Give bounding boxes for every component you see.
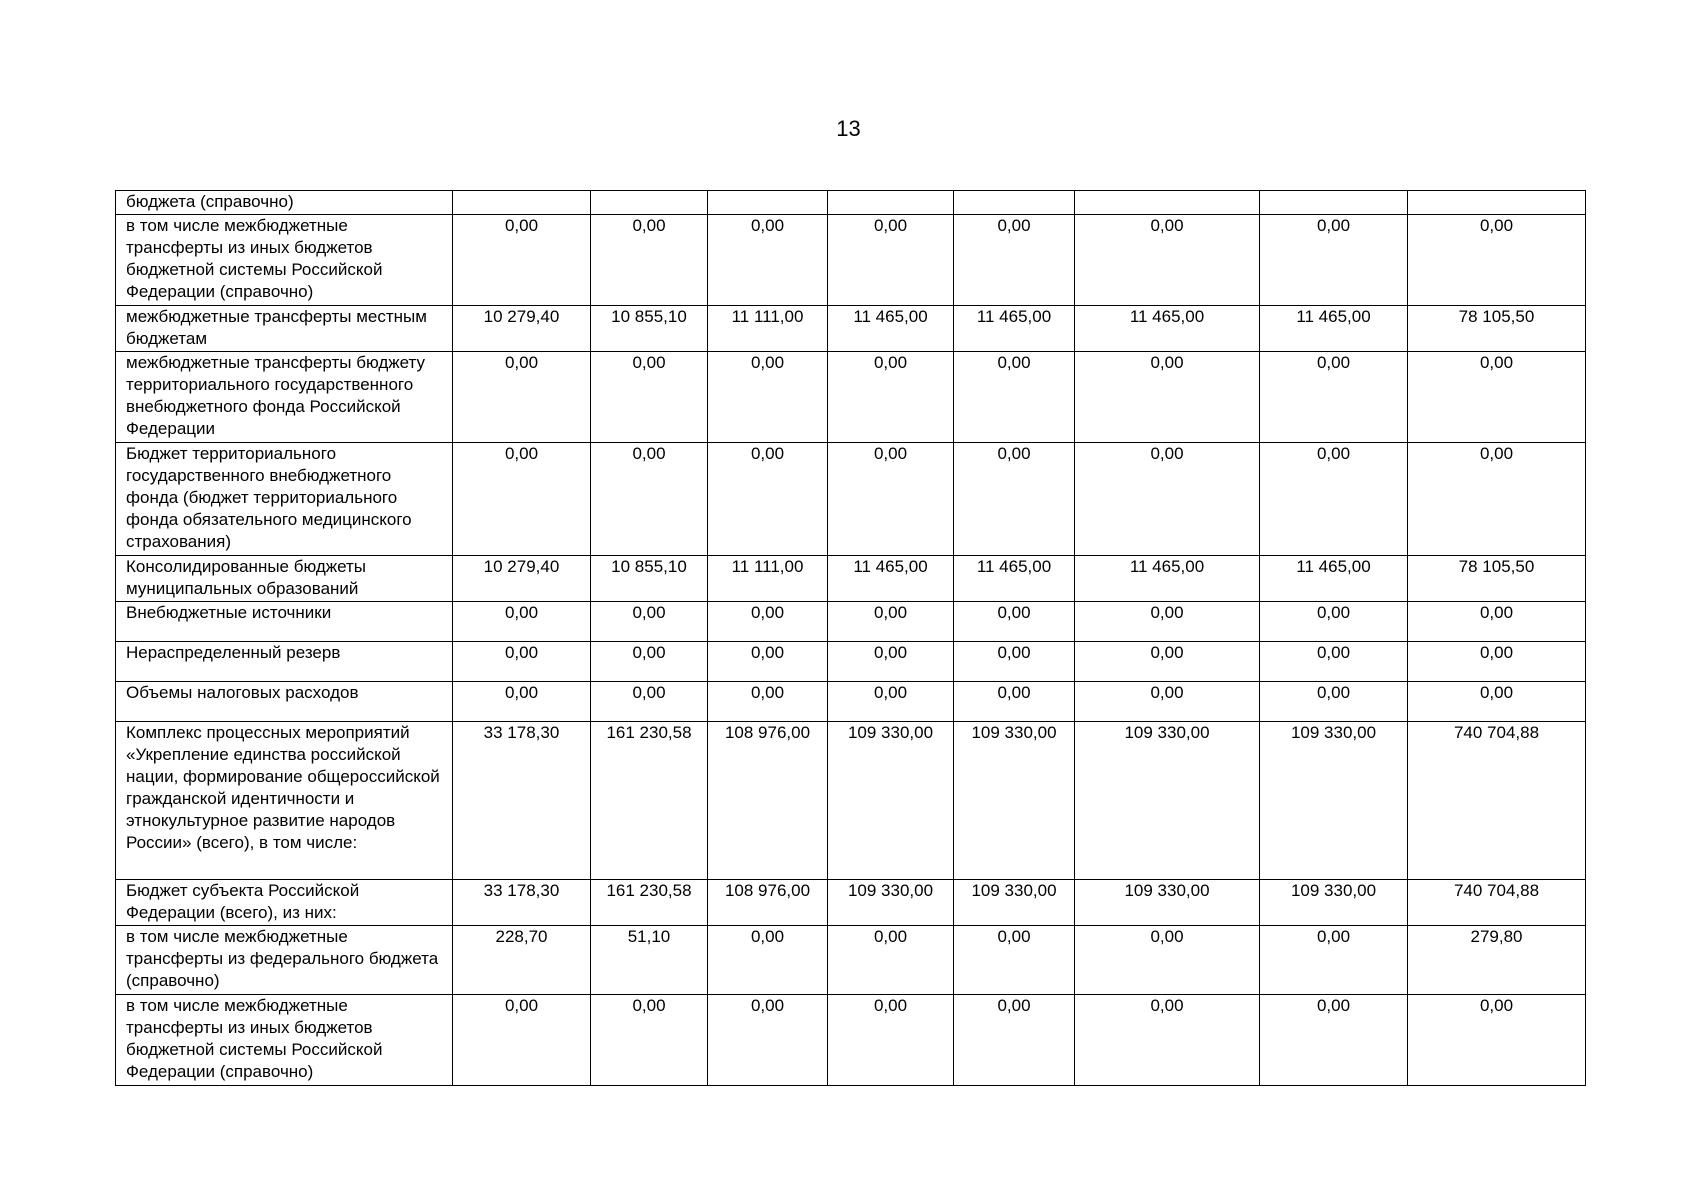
table-row (116, 352, 1586, 443)
cell-value: 0,00 (1260, 215, 1408, 306)
cell-value: 109 330,00 (1260, 722, 1408, 880)
cell-value: 0,00 (1075, 642, 1260, 682)
cell-value: 0,00 (1075, 926, 1260, 995)
cell-value: 10 279,40 (453, 556, 591, 602)
cell-value: 0,00 (1408, 352, 1586, 443)
cell-value: 228,70 (453, 926, 591, 995)
row-label: Нераспределенный резерв (116, 642, 453, 682)
table-row (116, 880, 1586, 926)
cell-value: 33 178,30 (453, 880, 591, 926)
cell-value (453, 191, 591, 215)
cell-value: 0,00 (954, 682, 1075, 722)
row-label: в том числе межбюджетные трансферты из иных бюджетов бюджетной системы Российской Федерации (справочно) (116, 995, 453, 1086)
table-row (116, 602, 1586, 642)
cell-value: 0,00 (828, 926, 954, 995)
cell-value: 0,00 (453, 352, 591, 443)
cell-value: 161 230,58 (591, 880, 708, 926)
cell-value: 0,00 (453, 215, 591, 306)
cell-value: 0,00 (453, 443, 591, 556)
cell-value: 0,00 (1260, 443, 1408, 556)
cell-value: 10 855,10 (591, 306, 708, 352)
table-row (116, 722, 1586, 880)
row-label: Объемы налоговых расходов (116, 682, 453, 722)
cell-value (708, 191, 828, 215)
cell-value: 0,00 (1075, 995, 1260, 1086)
cell-value: 11 111,00 (708, 556, 828, 602)
cell-value: 0,00 (708, 352, 828, 443)
cell-value: 0,00 (1075, 352, 1260, 443)
cell-value: 51,10 (591, 926, 708, 995)
table-row (116, 995, 1586, 1086)
cell-value: 0,00 (1260, 642, 1408, 682)
cell-value: 109 330,00 (954, 880, 1075, 926)
row-label: Внебюджетные источники (116, 602, 453, 642)
row-label: бюджета (справочно) (116, 191, 453, 215)
table-row (116, 215, 1586, 306)
cell-value: 0,00 (591, 443, 708, 556)
cell-value: 0,00 (1408, 682, 1586, 722)
row-label: Консолидированные бюджеты муниципальных образований (116, 556, 453, 602)
cell-value: 0,00 (828, 602, 954, 642)
cell-value: 11 465,00 (1260, 556, 1408, 602)
cell-value: 0,00 (708, 682, 828, 722)
cell-value: 0,00 (453, 642, 591, 682)
table-row (116, 443, 1586, 556)
cell-value: 109 330,00 (828, 880, 954, 926)
cell-value: 11 465,00 (954, 306, 1075, 352)
cell-value: 0,00 (828, 642, 954, 682)
cell-value (828, 191, 954, 215)
cell-value: 0,00 (1408, 995, 1586, 1086)
cell-value: 0,00 (828, 443, 954, 556)
cell-value: 10 279,40 (453, 306, 591, 352)
cell-value: 0,00 (1408, 443, 1586, 556)
cell-value: 0,00 (708, 215, 828, 306)
cell-value: 0,00 (708, 602, 828, 642)
cell-value: 279,80 (1408, 926, 1586, 995)
row-label: Бюджет территориального государственного внебюджетного фонда (бюджет территориального фонда обязательного медицинского страхования) (116, 443, 453, 556)
cell-value: 11 111,00 (708, 306, 828, 352)
cell-value: 10 855,10 (591, 556, 708, 602)
cell-value: 11 465,00 (1260, 306, 1408, 352)
cell-value: 0,00 (828, 215, 954, 306)
cell-value: 0,00 (708, 995, 828, 1086)
cell-value: 0,00 (954, 602, 1075, 642)
cell-value: 0,00 (1075, 682, 1260, 722)
cell-value: 0,00 (591, 682, 708, 722)
cell-value (591, 191, 708, 215)
cell-value: 0,00 (1075, 602, 1260, 642)
cell-value: 0,00 (1075, 443, 1260, 556)
cell-value: 0,00 (954, 215, 1075, 306)
cell-value: 0,00 (954, 443, 1075, 556)
row-label: в том числе межбюджетные трансферты из федерального бюджета (справочно) (116, 926, 453, 995)
cell-value: 0,00 (1075, 215, 1260, 306)
table-row (116, 642, 1586, 682)
cell-value: 0,00 (708, 642, 828, 682)
cell-value: 0,00 (453, 682, 591, 722)
cell-value: 0,00 (954, 642, 1075, 682)
cell-value: 0,00 (591, 602, 708, 642)
cell-value: 0,00 (591, 352, 708, 443)
cell-value: 11 465,00 (828, 556, 954, 602)
table-row (116, 556, 1586, 602)
page-number: 13 (836, 116, 861, 141)
cell-value (1075, 191, 1260, 215)
cell-value: 0,00 (1408, 215, 1586, 306)
cell-value: 0,00 (1260, 995, 1408, 1086)
row-label: межбюджетные трансферты местным бюджетам (116, 306, 453, 352)
cell-value: 0,00 (954, 926, 1075, 995)
cell-value: 108 976,00 (708, 880, 828, 926)
budget-table (115, 190, 1586, 1086)
cell-value: 11 465,00 (828, 306, 954, 352)
cell-value: 0,00 (1260, 682, 1408, 722)
row-label: Бюджет субъекта Российской Федерации (всего), из них: (116, 880, 453, 926)
cell-value: 0,00 (1260, 352, 1408, 443)
cell-value: 33 178,30 (453, 722, 591, 880)
cell-value: 11 465,00 (1075, 306, 1260, 352)
cell-value: 11 465,00 (954, 556, 1075, 602)
cell-value: 0,00 (828, 352, 954, 443)
table-row (116, 306, 1586, 352)
cell-value: 740 704,88 (1408, 722, 1586, 880)
cell-value: 0,00 (1260, 602, 1408, 642)
cell-value: 109 330,00 (1075, 880, 1260, 926)
cell-value (954, 191, 1075, 215)
cell-value: 109 330,00 (954, 722, 1075, 880)
cell-value: 0,00 (954, 352, 1075, 443)
row-label: межбюджетные трансферты бюджету территориального государственного внебюджетного фонда Российской Федерации (116, 352, 453, 443)
cell-value: 108 976,00 (708, 722, 828, 880)
cell-value: 0,00 (1260, 926, 1408, 995)
cell-value: 0,00 (708, 443, 828, 556)
table-row (116, 926, 1586, 995)
cell-value: 109 330,00 (1260, 880, 1408, 926)
cell-value: 11 465,00 (1075, 556, 1260, 602)
cell-value: 0,00 (828, 995, 954, 1086)
cell-value: 0,00 (453, 995, 591, 1086)
cell-value: 0,00 (708, 926, 828, 995)
cell-value: 0,00 (591, 642, 708, 682)
cell-value: 0,00 (954, 995, 1075, 1086)
cell-value (1408, 191, 1586, 215)
cell-value: 161 230,58 (591, 722, 708, 880)
cell-value: 78 105,50 (1408, 556, 1586, 602)
cell-value: 0,00 (1408, 642, 1586, 682)
row-label: Комплекс процессных мероприятий «Укрепление единства российской нации, формирование общероссийской гражданской идентичности и этнокультурное развитие народов России» (всего), в том числе: (116, 722, 453, 880)
cell-value (1260, 191, 1408, 215)
table-row (116, 682, 1586, 722)
row-label: в том числе межбюджетные трансферты из иных бюджетов бюджетной системы Российской Федерации (справочно) (116, 215, 453, 306)
cell-value: 0,00 (1408, 602, 1586, 642)
cell-value: 0,00 (591, 995, 708, 1086)
cell-value: 109 330,00 (828, 722, 954, 880)
cell-value: 109 330,00 (1075, 722, 1260, 880)
cell-value: 0,00 (828, 682, 954, 722)
cell-value: 0,00 (591, 215, 708, 306)
cell-value: 740 704,88 (1408, 880, 1586, 926)
cell-value: 0,00 (453, 602, 591, 642)
table-row (116, 191, 1586, 215)
cell-value: 78 105,50 (1408, 306, 1586, 352)
